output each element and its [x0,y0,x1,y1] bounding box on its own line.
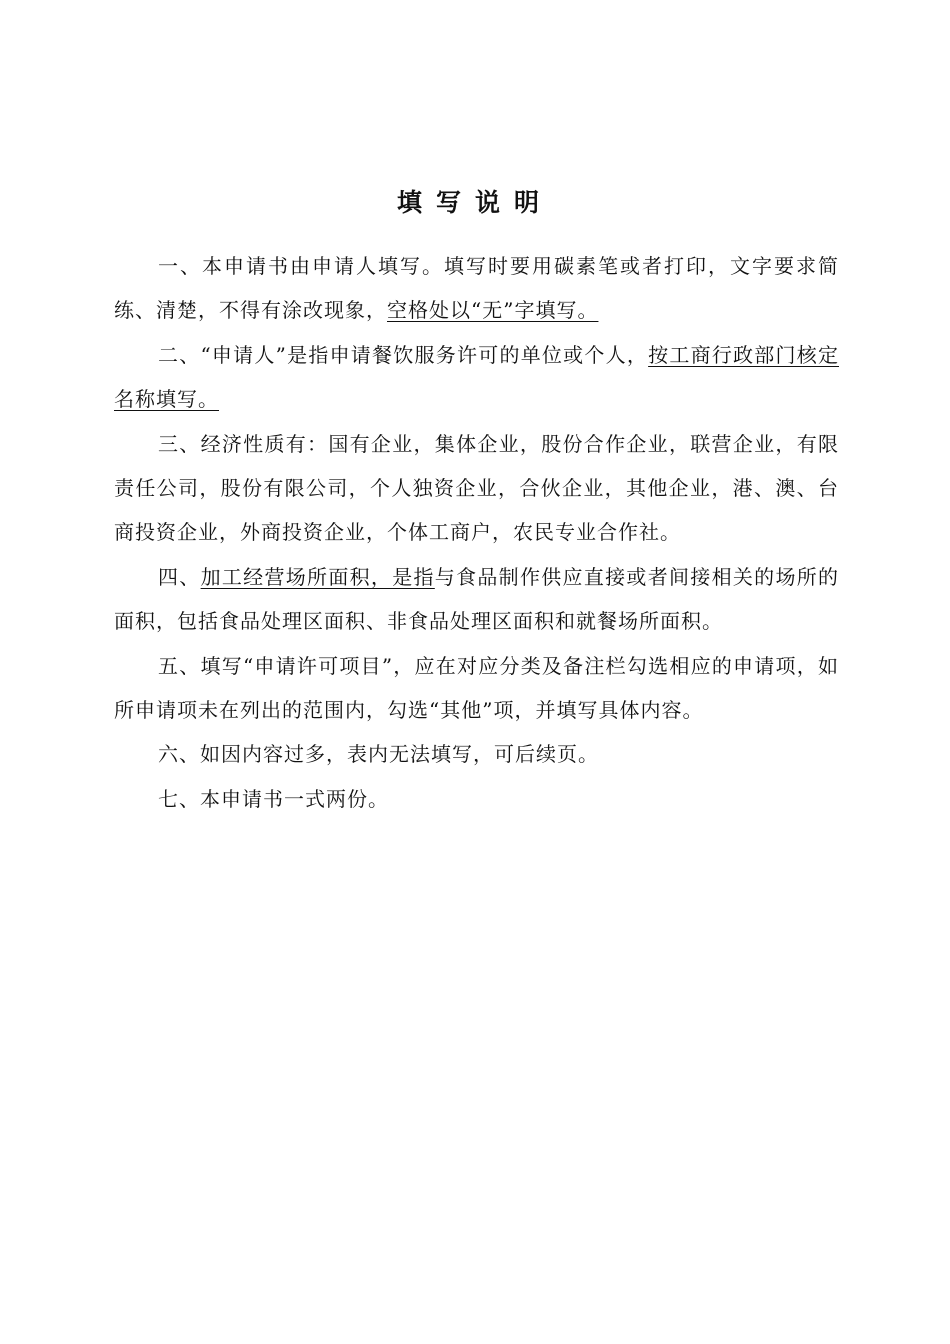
instruction-item-3 [114,422,839,555]
instruction-6-text: 六、如因内容过多，表内无法填写，可后续页。 [158,742,599,767]
instruction-2-underlined-text: 按工商行政部门核定名称填写。 [114,342,839,412]
instruction-4-underlined-text: 加工经营场所面积，是指 [200,564,435,589]
instruction-1-text: 一、本申请书由申请人填写。填写时要用碳素笔或者打印，文字要求简练、清楚，不得有涂改现象， [114,254,839,323]
instruction-4-prefix: 四、 [158,564,201,589]
instruction-5-text: 五、填写“申请许可项目”，应在对应分类及备注栏勾选相应的申请项，如所申请项未在列出的范围内，勾选“其他”项，并填写具体内容。 [114,653,839,723]
instruction-item-4 [114,555,839,644]
page-title: 填写说明 [396,188,553,217]
instruction-1-underlined-text: 空格处以“无”字填写。 [387,298,599,323]
instruction-item-2 [114,333,839,422]
instruction-item-7 [114,777,839,821]
instruction-item-5 [114,644,839,733]
instruction-item-6 [114,732,839,776]
instruction-4-text: 与食品制作供应直接或者间接相关的场所的面积，包括食品处理区面积、非食品处理区面积和就餐场所面积。 [114,564,840,634]
instruction-7-text: 七、本申请书一式两份。 [158,786,389,811]
instructions-body [114,244,839,821]
instruction-3-text: 三、经济性质有：国有企业，集体企业，股份合作企业，联营企业，有限责任公司，股份有限公司，个人独资企业，合伙企业，其他企业，港、澳、台商投资企业，外商投资企业，个体工商户，农民专业合作社。 [114,431,839,545]
instruction-2-text: 二、“申请人”是指申请餐饮服务许可的单位或个人， [158,342,649,367]
instruction-item-1 [114,244,839,333]
